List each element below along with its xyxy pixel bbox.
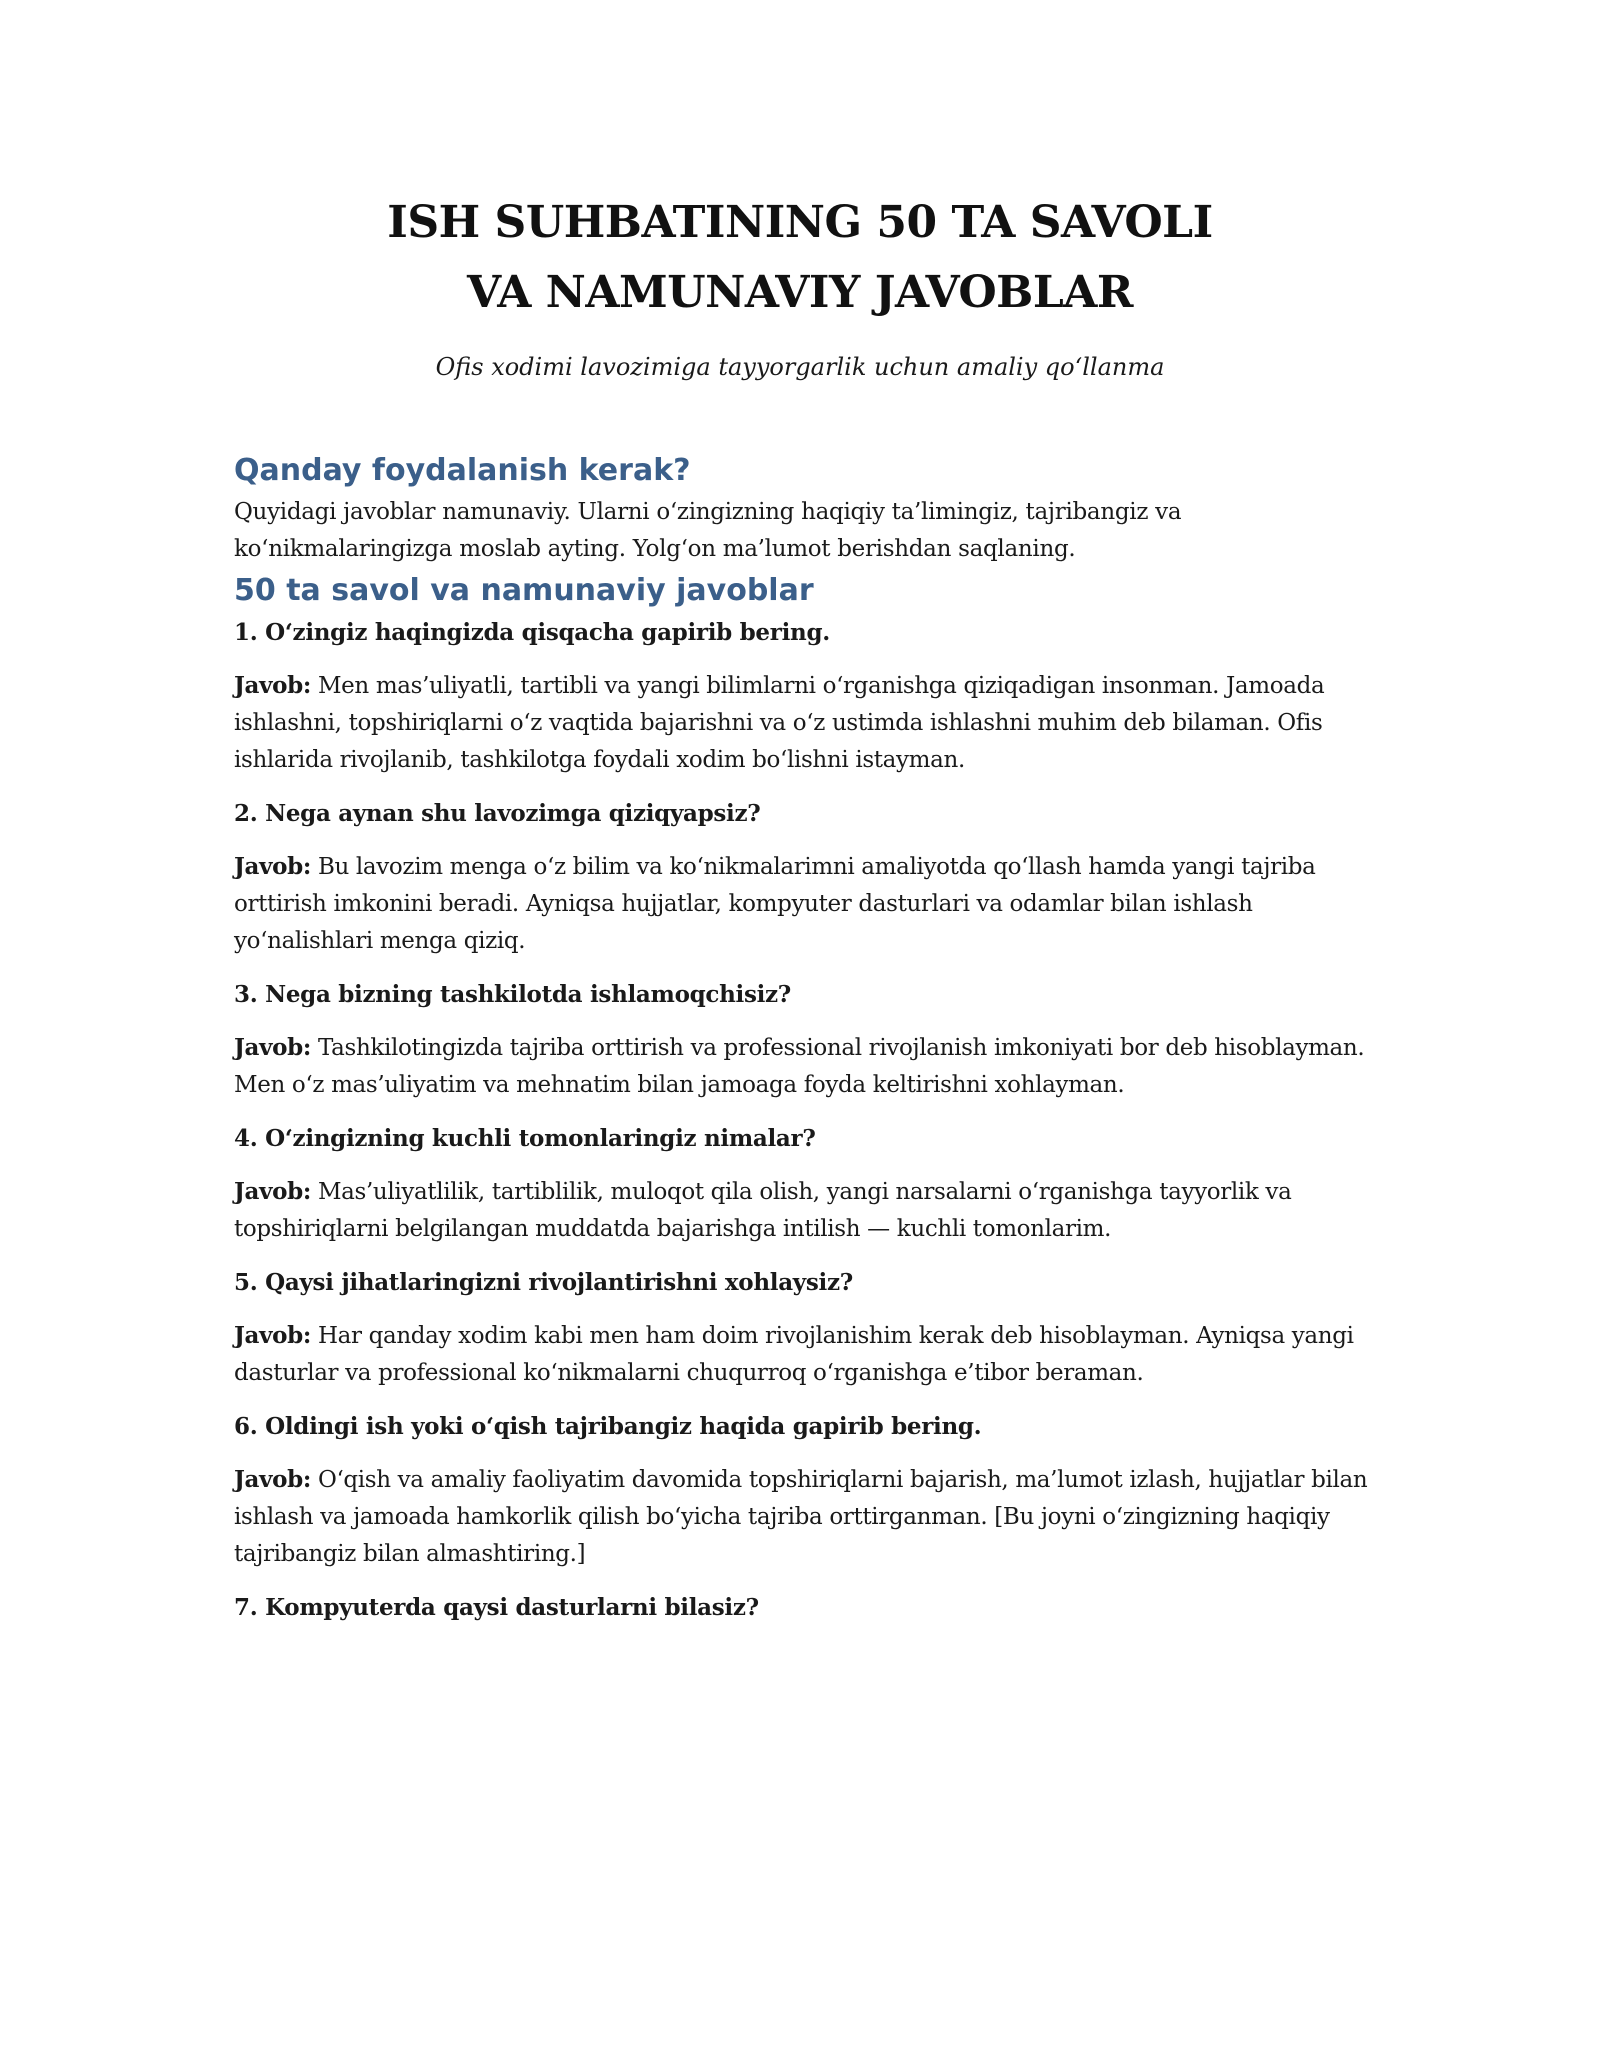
question-text: 7. Kompyuterda qaysi dasturlarni bilasiz?: [234, 1594, 759, 1621]
document-body: [234, 448, 1374, 1642]
answer-text: [234, 1317, 1374, 1392]
title-line-1: ISH SUHBATINING 50 TA SAVOLI: [387, 197, 1213, 248]
question-item: [234, 1589, 1374, 1626]
answer-body: Bu lavozim menga o‘z bilim va ko‘nikmalarimni amaliyotda qo‘llash hamda yangi tajriba orttirish imkonini beradi. Ayniqsa hujjatlar, kompyuter dasturlari va odamlar bilan ishlash yo‘nalishlari menga qiziq.: [234, 854, 1316, 954]
answer-text: [234, 1461, 1374, 1573]
question-text: 6. Oldingi ish yoki o‘qish tajribangiz haqida gapirib bering.: [234, 1413, 982, 1440]
answer-body: Tashkilotingizda tajriba orttirish va professional rivojlanish imkoniyati bor deb hisoblayman. Men o‘z mas’uliyatim va mehnatim bilan jamoaga foyda keltirishni xohlayman.: [234, 1035, 1365, 1098]
section-heading-usage: Qanday foydalanish kerak?: [234, 453, 691, 488]
answer-label: Javob:: [234, 1466, 311, 1493]
document-subtitle: Ofis xodimi lavozimiga tayyorgarlik uchun amaliy qo‘llanma: [435, 353, 1165, 381]
question-item: [234, 1120, 1374, 1248]
answer-label: Javob:: [234, 1034, 311, 1061]
answer-label: Javob:: [234, 1322, 311, 1349]
answer-body: Har qanday xodim kabi men ham doim rivojlanishim kerak deb hisoblayman. Ayniqsa yangi dasturlar va professional ko‘nikmalarni chuqurroq o‘rganishga e’tibor beraman.: [234, 1323, 1354, 1386]
question-item: [234, 976, 1374, 1104]
question-list: [234, 614, 1374, 1626]
question-item: [234, 614, 1374, 779]
question-text: 5. Qaysi jihatlaringizni rivojlantirishni xohlaysiz?: [234, 1269, 853, 1296]
answer-text: [234, 667, 1374, 779]
question-item: [234, 1264, 1374, 1392]
answer-text: [234, 1029, 1374, 1104]
section-heading-questions: 50 ta savol va namunaviy javoblar: [234, 573, 814, 608]
answer-text: [234, 848, 1374, 960]
answer-label: Javob:: [234, 672, 311, 699]
answer-body: O‘qish va amaliy faoliyatim davomida topshiriqlarni bajarish, ma’lumot izlash, hujjatlar bilan ishlash va jamoada hamkorlik qilish bo‘yicha tajriba orttirganman. [Bu joyni o‘zingizning haqiqiy tajribangiz bilan almashtiring.]: [234, 1467, 1368, 1567]
question-item: [234, 795, 1374, 960]
title-line-2: VA NAMUNAVIY JAVOBLAR: [467, 267, 1133, 318]
question-text: 3. Nega bizning tashkilotda ishlamoqchisiz?: [234, 981, 791, 1008]
answer-body: Men mas’uliyatli, tartibli va yangi bilimlarni o‘rganishga qiziqadigan insonman. Jamoada ishlashni, topshiriqlarni o‘z vaqtida bajarishni va o‘z ustimda ishlashni muhim deb bilaman. Ofis ishlarida rivojlanib, tashkilotga foydali xodim bo‘lishni istayman.: [234, 673, 1325, 773]
document-title: [0, 188, 1600, 328]
answer-body: Mas’uliyatlilik, tartiblilik, muloqot qila olish, yangi narsalarni o‘rganishga tayyorlik va topshiriqlarni belgilangan muddatda bajarishga intilish — kuchli tomonlarim.: [234, 1179, 1292, 1242]
question-text: 2. Nega aynan shu lavozimga qiziqyapsiz?: [234, 800, 761, 827]
answer-label: Javob:: [234, 1178, 311, 1205]
question-item: [234, 1408, 1374, 1573]
question-text: 1. O‘zingiz haqingizda qisqacha gapirib bering.: [234, 619, 830, 646]
question-text: 4. O‘zingizning kuchli tomonlaringiz nimalar?: [234, 1125, 816, 1152]
usage-paragraph: Quyidagi javoblar namunaviy. Ularni o‘zingizning haqiqiy ta’limingiz, tajribangiz va ko‘nikmalaringizga moslab ayting. Yolg‘on ma’lumot berishdan saqlaning.: [234, 499, 1182, 562]
answer-label: Javob:: [234, 853, 311, 880]
answer-text: [234, 1173, 1374, 1248]
